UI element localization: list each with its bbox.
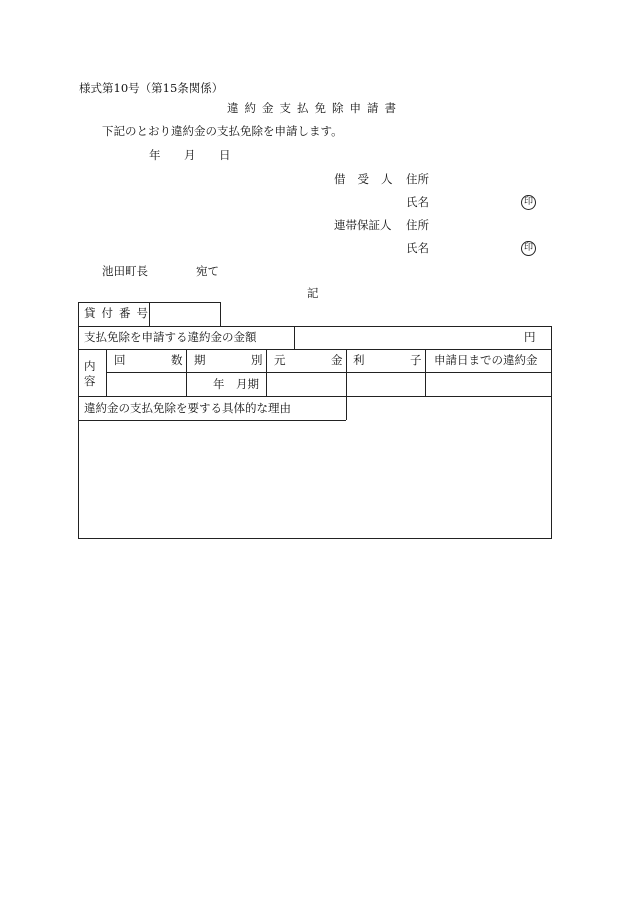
date-year: 年 [149,148,161,162]
borrower-address-label: 住所 [406,172,429,186]
col-interest-1: 利 [353,353,365,367]
col-kaisu-2: 数 [171,353,183,367]
penalty-field[interactable] [427,374,550,395]
amount-field[interactable] [297,328,517,346]
period-text: 年 月期 [213,377,259,391]
col-penalty: 申請日までの違約金 [434,353,538,367]
interest-field[interactable] [348,374,423,395]
guarantor-address-label: 住所 [406,218,429,232]
guarantor-seal-mark: 印 [521,241,536,256]
document-title: 違約金支払免除申請書 [227,101,402,115]
addressee-name: 池田町長 [102,264,148,278]
col-principal-2: 金 [331,353,343,367]
reason-label: 違約金の支払免除を要する具体的な理由 [84,401,291,415]
borrower-name-label: 氏名 [406,195,429,209]
col-interest-2: 子 [410,353,422,367]
loan-number-label: 貸付番号 [84,306,154,320]
intro-text: 下記のとおり違約金の支払免除を申請します。 [102,124,343,138]
content-label-2: 容 [84,374,96,388]
form-number: 様式第10号（第15条関係） [79,81,224,95]
date-day: 日 [219,148,231,162]
ki-heading: 記 [307,286,319,300]
amount-label: 支払免除を申請する違約金の金額 [84,330,257,344]
borrower-label: 借受人 [334,172,405,186]
col-kaisu-1: 回 [114,353,126,367]
col-principal-1: 元 [274,353,286,367]
guarantor-name-label: 氏名 [406,241,429,255]
content-label-1: 内 [84,359,96,373]
addressee-honorific: 宛て [196,264,219,278]
col-kibetsu-1: 期 [194,353,206,367]
guarantor-label: 連帯保証人 [334,218,392,232]
yen-label: 円 [524,330,536,344]
col-kibetsu-2: 別 [251,353,263,367]
borrower-seal-mark: 印 [521,195,536,210]
date-month: 月 [184,148,196,162]
reason-field[interactable] [80,422,550,536]
loan-number-field[interactable] [152,304,218,324]
kaisu-field[interactable] [108,374,184,395]
principal-field[interactable] [268,374,344,395]
